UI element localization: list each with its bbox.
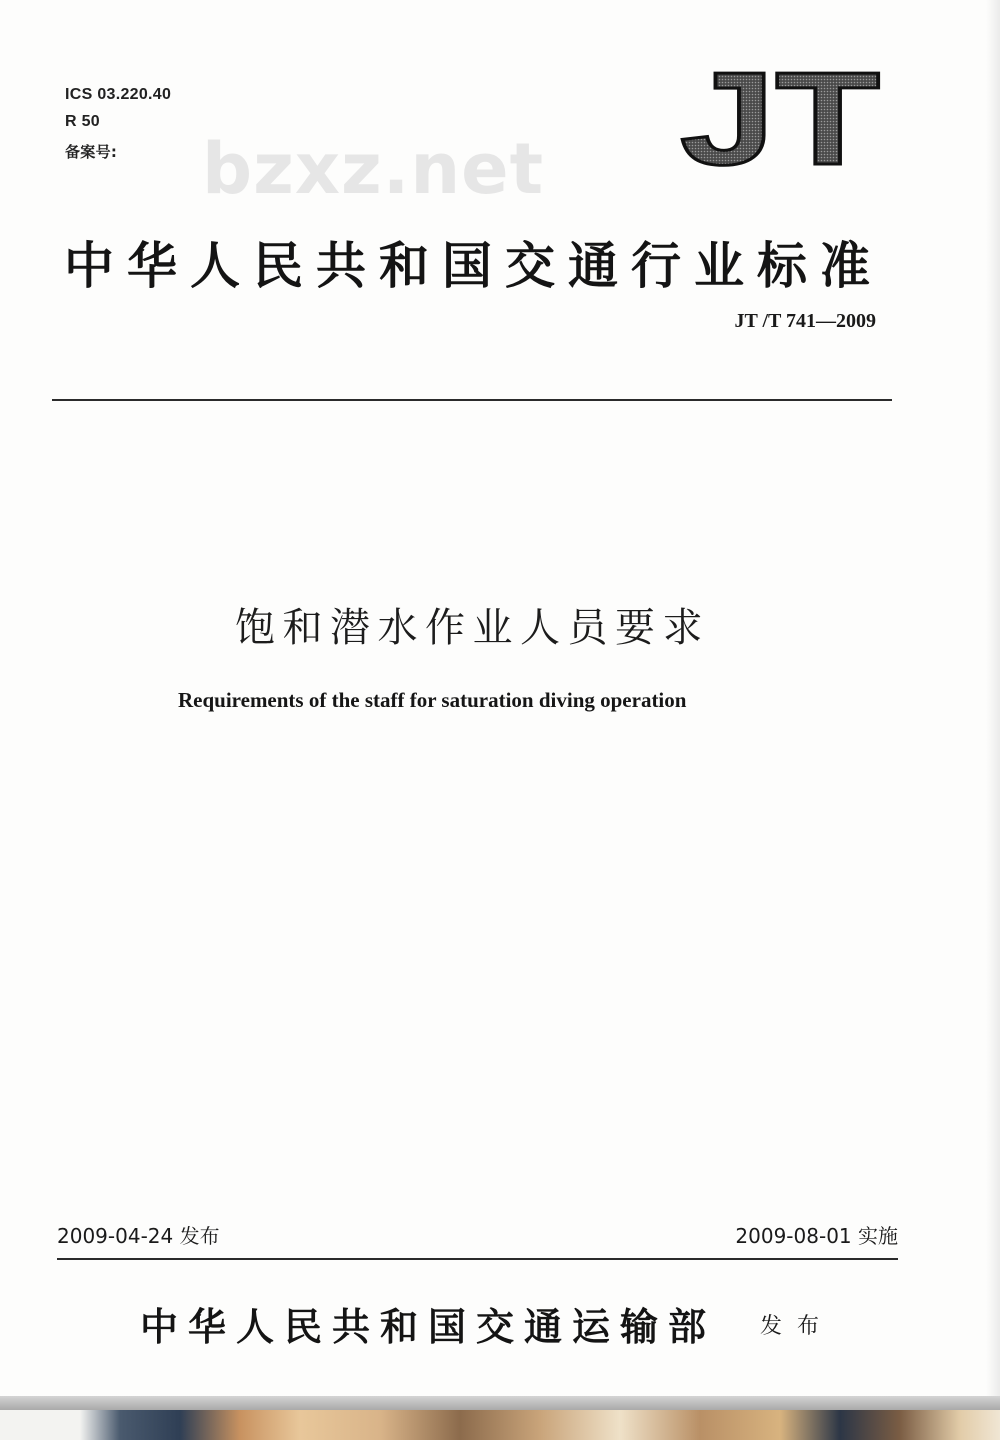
top-divider — [52, 399, 892, 401]
ics-code: ICS 03.220.40 — [65, 86, 172, 103]
standard-number: JT /T 741—2009 — [734, 310, 876, 332]
standard-category-title: 中华人民共和国交通行业标准 — [64, 237, 883, 295]
issuing-action: 发 布 — [760, 1314, 823, 1339]
implementation-date: 2009-08-01 实施 — [735, 1224, 898, 1248]
jt-logo-text: JT — [680, 60, 880, 175]
classification-code: R 50 — [65, 113, 100, 130]
bottom-divider — [57, 1258, 898, 1260]
next-page-photo-strip — [0, 1410, 1000, 1440]
issuing-authority: 中华人民共和国交通运输部 — [140, 1305, 717, 1349]
page-edge-shadow — [986, 0, 1000, 1396]
jt-logo — [670, 60, 890, 175]
page-bottom-border — [0, 1396, 1000, 1410]
document-title-cn: 饱和潜水作业人员要求 — [235, 605, 710, 651]
issue-date: 2009-04-24 发布 — [57, 1224, 220, 1248]
watermark: bzxz.net — [202, 128, 545, 210]
record-number-label: 备案号: — [65, 143, 118, 161]
document-title-en: Requirements of the staff for saturation diving operation — [178, 688, 687, 712]
